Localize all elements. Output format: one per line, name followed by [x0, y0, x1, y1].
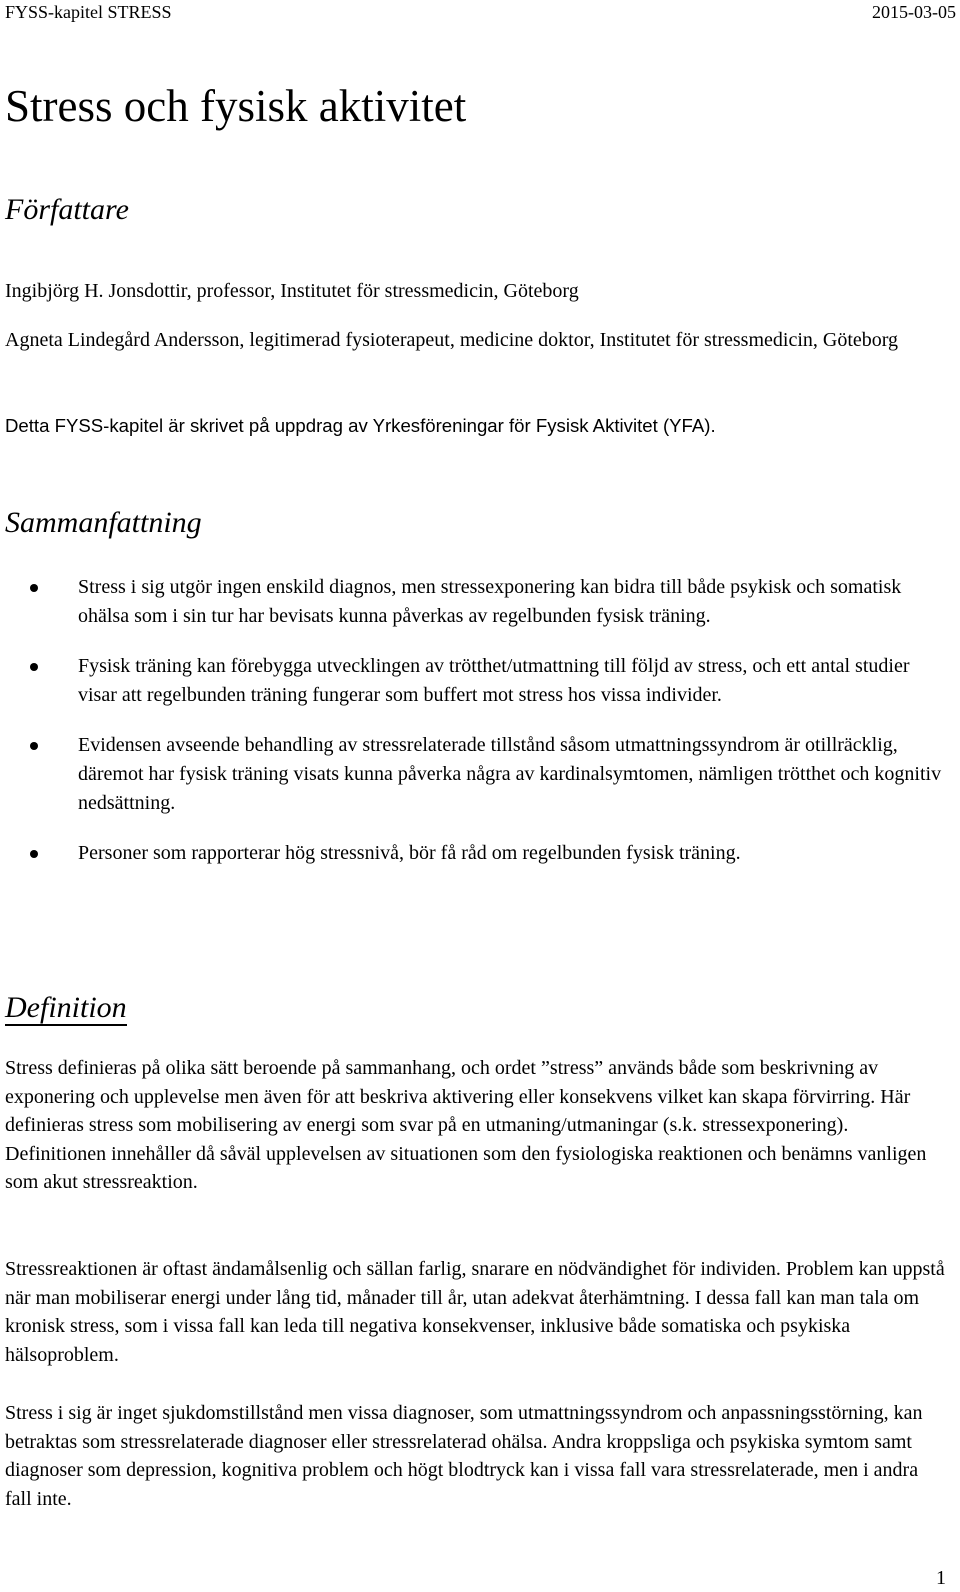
list-item-text: Evidensen avseende behandling av stressrelaterade tillstånd såsom utmattningssyndrom är otillräcklig, däremot har fysisk träning visats kunna påverka några av kardinalsymtomen, nämligen trötthet och kognitiv nedsättning. [78, 734, 942, 814]
list-item-text: Personer som rapporterar hög stressnivå, bör få råd om regelbunden fysisk träning. [78, 842, 741, 865]
page-number: 1 [936, 1567, 946, 1589]
bullet-icon [30, 850, 38, 858]
list-item-text: Fysisk träning kan förebygga utvecklingen av trötthet/utmattning till följd av stress, och ett antal studier visar att regelbunden träning fungerar som buffert mot stress hos vissa individer. [78, 655, 910, 706]
definition-paragraph-1: Stress definieras på olika sätt beroende på sammanhang, och ordet ”stress” används både som beskrivning av exponering och upplevelse men även för att beskriva aktivering eller konsekvens vilket kan skapa förvirring. Här definieras stress som mobilisering av energi som svar på en utmaning/utmaningar (s.k. stressexponering). Definitionen innehåller då såväl upplevelsen av situationen som den fysiologiska reaktionen och benämns vanligen som akut stressreaktion. [5, 1057, 927, 1194]
definition-paragraph-2: Stressreaktionen är oftast ändamålsenlig och sällan farlig, snarare en nödvändighet för individen. Problem kan uppstå när man mobiliserar energi under lång tid, månader till år, utan adekvat återhämtning. I dessa fall kan man tala om kronisk stress, som i vissa fall kan leda till negativa konsekvenser, inklusive både somatiska och psykiska hälsoproblem. [5, 1258, 945, 1366]
commission-note: Detta FYSS-kapitel är skrivet på uppdrag av Yrkesföreningar för Fysisk Aktivitet (YFA). [5, 415, 716, 436]
list-item [0, 573, 960, 630]
list-item [0, 839, 960, 868]
definition-paragraph-3: Stress i sig är inget sjukdomstillstånd men vissa diagnoser, som utmattningssyndrom och anpassningsstörning, kan betraktas som stressrelaterade diagnoser eller stressrelaterad ohälsa. Andra kroppsliga och psykiska symtom samt diagnoser som depression, kognitiva problem och högt blodtryck kan i vissa fall vara stressrelaterade, men i andra fall inte. [5, 1402, 923, 1510]
summary-list [0, 573, 960, 890]
bullet-icon [30, 584, 38, 592]
summary-heading [5, 505, 202, 541]
running-header-date: 2015-03-05 [872, 2, 956, 22]
definition-heading-text: Definition [5, 991, 127, 1024]
author-2: Agneta Lindegård Andersson, legitimerad fysioterapeut, medicine doktor, Institutet för stressmedicin, Göteborg [5, 329, 899, 351]
definition-heading [5, 990, 127, 1026]
list-item [0, 652, 960, 709]
authors-heading-text: Författare [5, 193, 129, 226]
bullet-icon [30, 663, 38, 671]
list-item [0, 731, 960, 817]
page-title: Stress och fysisk aktivitet [5, 81, 467, 131]
author-1: Ingibjörg H. Jonsdottir, professor, Institutet för stressmedicin, Göteborg [5, 280, 579, 302]
running-header-title: FYSS-kapitel STRESS [5, 2, 172, 22]
summary-heading-text: Sammanfattning [5, 506, 202, 539]
list-item-text: Stress i sig utgör ingen enskild diagnos, men stressexponering kan bidra till både psykisk och somatisk ohälsa som i sin tur har bevisats kunna påverkas av regelbunden fysisk träning. [78, 576, 902, 627]
authors-heading [5, 192, 129, 228]
bullet-icon [30, 742, 38, 750]
